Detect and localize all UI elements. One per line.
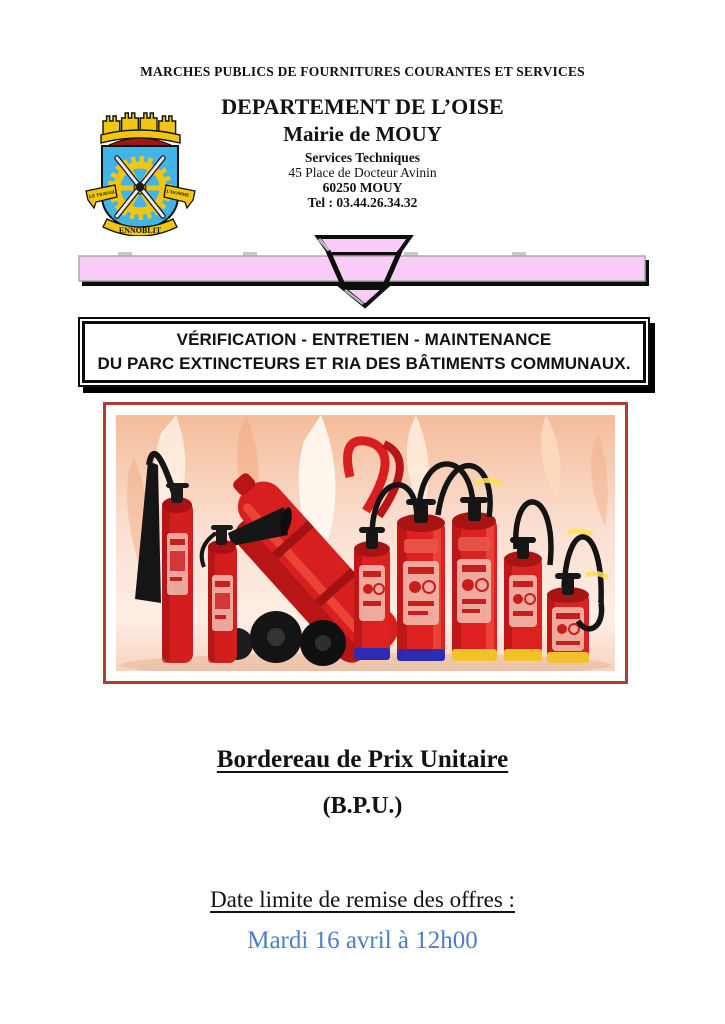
phone-line: Tel : 03.44.26.34.32 [307,195,418,211]
address-line: 45 Place de Docteur Avinin [288,165,437,181]
fire-extinguishers-photo [116,415,615,671]
postal-city-line: 60250 MOUY [322,180,403,196]
document-acronym: (B.P.U.) [322,793,403,819]
pink-bar [79,256,649,286]
pink-divider-banner [0,230,725,312]
department-title: DEPARTEMENT DE L’OISE [221,94,504,119]
portable-extinguisher-yellow-2 [504,537,542,661]
portable-extinguisher-blue-2 [397,499,445,661]
deadline-label: Date limite de remise des offres : [210,887,515,912]
portable-extinguisher-blue-1 [354,527,390,660]
triangle-apex [343,288,385,306]
organization-name: Mairie de MOUY [283,121,442,146]
crest-motto-center: ENNOBLIT [118,226,162,235]
subject-line2: DU PARC EXTINCTEURS ET RIA DES BÂTIMENTS COMMUNAUX. [97,354,631,374]
document-title: Bordereau de Prix Unitaire [216,746,509,773]
subject-box [78,317,650,387]
triangle-top [318,237,410,254]
photo-frame [103,402,628,684]
subject-line1: VÉRIFICATION - ENTRETIEN - MAINTENANCE [176,330,552,349]
service-line: Services Techniques [304,150,421,166]
organization-header [0,95,725,211]
crest-motto-left: LE TRAVAIL [88,188,117,200]
portable-extinguisher-yellow-1 [452,497,497,661]
category-line: MARCHES PUBLICS DE FOURNITURES COURANTES ET SERVICES [140,64,585,79]
subject-box-inner [82,321,646,383]
deadline-date: Mardi 16 avril à 12h00 [247,927,478,954]
crest-motto-right: L’HOMME [166,188,190,198]
